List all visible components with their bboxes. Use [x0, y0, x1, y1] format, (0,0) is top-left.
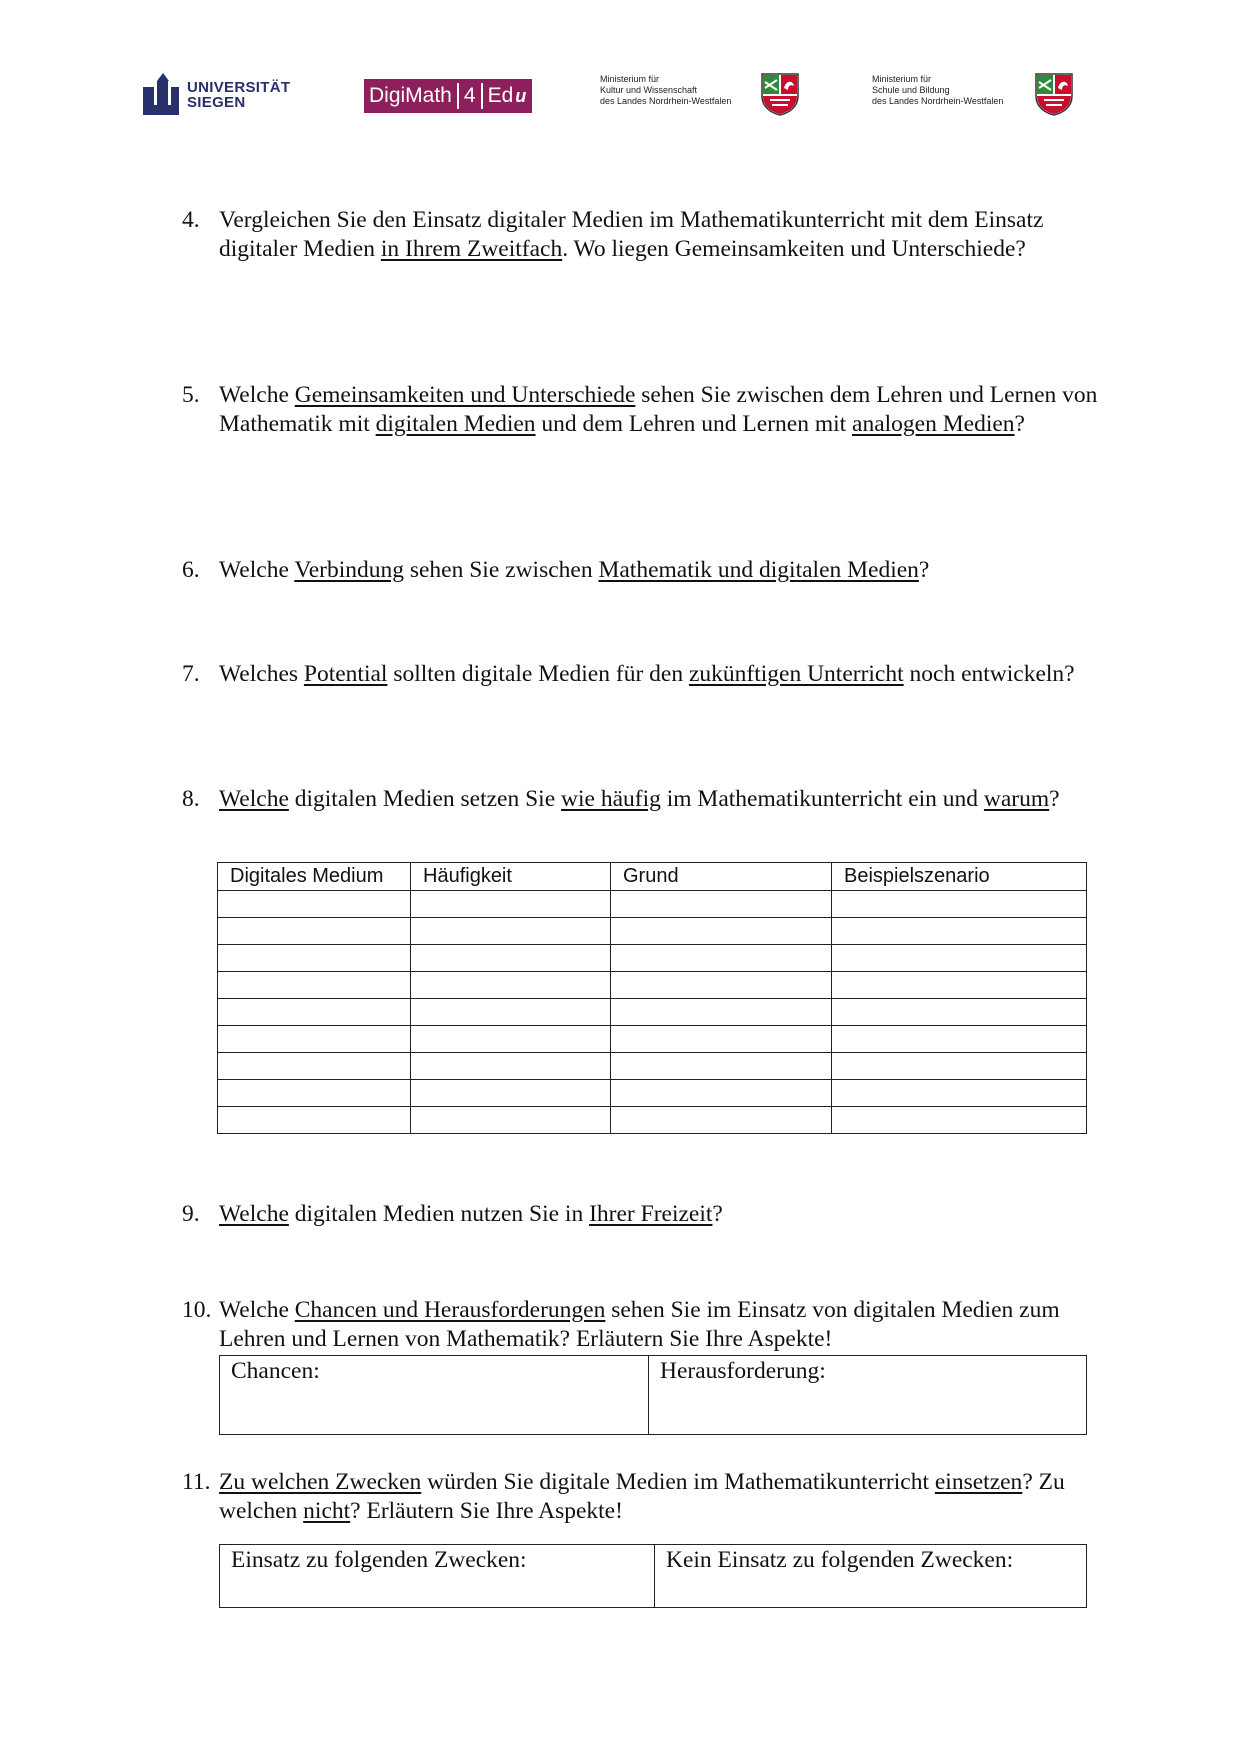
table-cell[interactable] [411, 1107, 611, 1134]
table-cell[interactable] [411, 1080, 611, 1107]
table-cell[interactable] [218, 1080, 411, 1107]
table-cell[interactable] [218, 918, 411, 945]
column-header-frequency: Häufigkeit [411, 863, 611, 891]
table-cell[interactable] [832, 1026, 1087, 1053]
table-cell[interactable] [611, 1026, 832, 1053]
text-segment: Welches [219, 661, 304, 687]
table-row [218, 891, 1087, 918]
text-segment: sehen Sie im Einsatz von digitalen Medien zum Lehren und Lernen von Mathematik? Erläutern Sie Ihre Aspekte! [219, 1297, 1060, 1352]
column-header-scenario: Beispielszenario [832, 863, 1087, 891]
table-cell[interactable] [611, 1080, 832, 1107]
text-segment: ? [1014, 411, 1025, 437]
question-number: 10. [182, 1297, 212, 1323]
table-cell[interactable] [611, 918, 832, 945]
media-usage-table [217, 862, 1087, 1134]
underlined-phrase: Welche [219, 1201, 289, 1227]
underlined-phrase: Ihrer Freizeit [589, 1201, 713, 1227]
question-number: 7. [182, 661, 200, 687]
ministry-school-line2: Schule und Bildung [872, 85, 950, 95]
digimath-logo-mark: u [515, 85, 527, 106]
question-text [219, 1200, 1099, 1229]
question-text [219, 660, 1099, 689]
underlined-phrase: analogen Medien [852, 411, 1015, 437]
text-segment: ? Erläutern Sie Ihre Aspekte! [350, 1498, 623, 1524]
nrw-crest-icon [760, 72, 800, 116]
ministry-culture-text [600, 74, 731, 107]
no-use-purposes-label: Kein Einsatz zu folgenden Zwecken: [666, 1547, 1014, 1573]
text-segment: digitalen Medien setzen Sie [288, 786, 562, 812]
university-siegen-logo [143, 72, 290, 117]
table-row [218, 1107, 1087, 1134]
question-text [219, 381, 1099, 439]
table-cell[interactable] [411, 945, 611, 972]
table-cell[interactable] [611, 945, 832, 972]
university-name-line1: UNIVERSITÄT [187, 78, 291, 96]
table-row [218, 972, 1087, 999]
challenges-cell[interactable] [648, 1356, 1086, 1434]
text-segment: Welche [219, 1297, 295, 1323]
table-cell[interactable] [411, 891, 611, 918]
chances-label: Chancen: [231, 1358, 320, 1384]
text-segment: Vergleichen Sie den Einsatz digitaler Medien im Mathematikunterricht mit dem Einsatz digitaler Medien [219, 207, 1044, 262]
question-number: 5. [182, 382, 200, 408]
table-cell[interactable] [411, 1053, 611, 1080]
table-cell[interactable] [218, 891, 411, 918]
underlined-phrase: warum [983, 786, 1050, 812]
ministry-culture-line3: des Landes Nordrhein-Westfalen [600, 96, 732, 106]
underlined-phrase: Chancen und Herausforderungen [294, 1297, 606, 1323]
underlined-phrase: zukünftigen Unterricht [688, 661, 904, 687]
digimath-logo [364, 79, 532, 113]
ministry-culture-line1: Ministerium für [600, 74, 660, 84]
table-cell[interactable] [611, 972, 832, 999]
question-number: 6. [182, 557, 200, 583]
question-text [219, 206, 1099, 264]
underlined-phrase: Potential [303, 661, 388, 687]
question-text [219, 556, 1099, 585]
ministry-school-line1: Ministerium für [872, 74, 932, 84]
text-segment: sehen Sie zwischen dem Lehren und Lernen von Mathematik mit [219, 382, 1098, 437]
table-row [218, 999, 1087, 1026]
underlined-phrase: wie häufig [561, 786, 661, 812]
table-cell[interactable] [218, 1107, 411, 1134]
underlined-phrase: Gemeinsamkeiten und Unterschiede [294, 382, 636, 408]
column-header-reason: Grund [611, 863, 832, 891]
use-purposes-cell[interactable] [220, 1545, 654, 1607]
underlined-phrase: Zu welchen Zwecken [219, 1469, 422, 1495]
table-cell[interactable] [611, 1107, 832, 1134]
digimath-logo-number: 4 [463, 84, 476, 107]
text-segment: ? Zu welchen [219, 1469, 1065, 1524]
text-segment: . Wo liegen Gemeinsamkeiten und Unterschiede? [562, 236, 1026, 262]
table-cell[interactable] [832, 972, 1087, 999]
table-row [218, 1053, 1087, 1080]
underlined-phrase: Mathematik und digitalen Medien [598, 557, 919, 583]
table-row [218, 918, 1087, 945]
text-segment: Welche [219, 557, 295, 583]
underlined-phrase: Verbindung [294, 557, 404, 583]
question-text [219, 1468, 1099, 1526]
table-cell[interactable] [832, 1053, 1087, 1080]
table-cell[interactable] [218, 1026, 411, 1053]
table-cell[interactable] [411, 918, 611, 945]
table-cell[interactable] [832, 999, 1087, 1026]
table-cell[interactable] [411, 999, 611, 1026]
nrw-crest-icon [1034, 72, 1074, 116]
text-segment: im Mathematikunterricht ein und [660, 786, 984, 812]
table-cell[interactable] [411, 972, 611, 999]
university-logo-icon [143, 73, 181, 117]
use-purposes-label: Einsatz zu folgenden Zwecken: [231, 1547, 527, 1573]
text-segment: würden Sie digitale Medien im Mathematikunterricht [421, 1469, 935, 1495]
text-segment: ? [918, 557, 930, 583]
table-row [218, 1080, 1087, 1107]
no-use-purposes-cell[interactable] [654, 1545, 1086, 1607]
university-name-line2: SIEGEN [187, 93, 246, 111]
question-text [219, 1296, 1099, 1354]
table-cell[interactable] [611, 1053, 832, 1080]
table-cell[interactable] [218, 999, 411, 1026]
underlined-phrase: nicht [303, 1498, 351, 1524]
question-text [219, 785, 1099, 814]
table-cell[interactable] [611, 999, 832, 1026]
text-segment: ? [712, 1201, 723, 1227]
table-header-row [218, 863, 1087, 891]
text-segment: Welche [219, 382, 295, 408]
table-cell[interactable] [832, 945, 1087, 972]
table-cell[interactable] [411, 1026, 611, 1053]
table-row [218, 945, 1087, 972]
text-segment: noch entwickeln? [903, 661, 1075, 687]
table-cell[interactable] [218, 972, 411, 999]
table-cell[interactable] [832, 1107, 1087, 1134]
column-header-medium: Digitales Medium [218, 863, 411, 891]
ministry-school-line3: des Landes Nordrhein-Westfalen [872, 96, 1004, 106]
ministry-school-text [872, 74, 1003, 107]
digimath-logo-text: DigiMath [369, 84, 452, 107]
chances-cell[interactable] [220, 1356, 648, 1434]
table-cell[interactable] [832, 918, 1087, 945]
chances-challenges-box[interactable] [219, 1355, 1087, 1435]
text-segment: und dem Lehren und Lernen mit [535, 411, 853, 437]
table-cell[interactable] [218, 945, 411, 972]
table-cell[interactable] [832, 891, 1087, 918]
digimath-logo-edu: Ed [487, 84, 514, 107]
underlined-phrase: Welche [219, 786, 289, 812]
page-header [0, 0, 1234, 130]
table-cell[interactable] [611, 891, 832, 918]
text-segment: sollten digitale Medien für den [387, 661, 689, 687]
underlined-phrase: in Ihrem Zweitfach [380, 236, 563, 262]
question-number: 8. [182, 786, 200, 812]
purposes-box[interactable] [219, 1544, 1087, 1608]
ministry-culture-line2: Kultur und Wissenschaft [600, 85, 698, 95]
underlined-phrase: digitalen Medien [375, 411, 536, 437]
underlined-phrase: einsetzen [934, 1469, 1023, 1495]
table-cell[interactable] [832, 1080, 1087, 1107]
table-row [218, 1026, 1087, 1053]
text-segment: ? [1049, 786, 1060, 812]
text-segment: digitalen Medien nutzen Sie in [288, 1201, 590, 1227]
question-number: 11. [182, 1469, 211, 1495]
table-cell[interactable] [218, 1053, 411, 1080]
challenges-label: Herausforderung: [660, 1358, 826, 1384]
media-table-body [218, 891, 1087, 1134]
text-segment: sehen Sie zwischen [403, 557, 599, 583]
question-number: 9. [182, 1201, 200, 1227]
question-number: 4. [182, 207, 200, 233]
